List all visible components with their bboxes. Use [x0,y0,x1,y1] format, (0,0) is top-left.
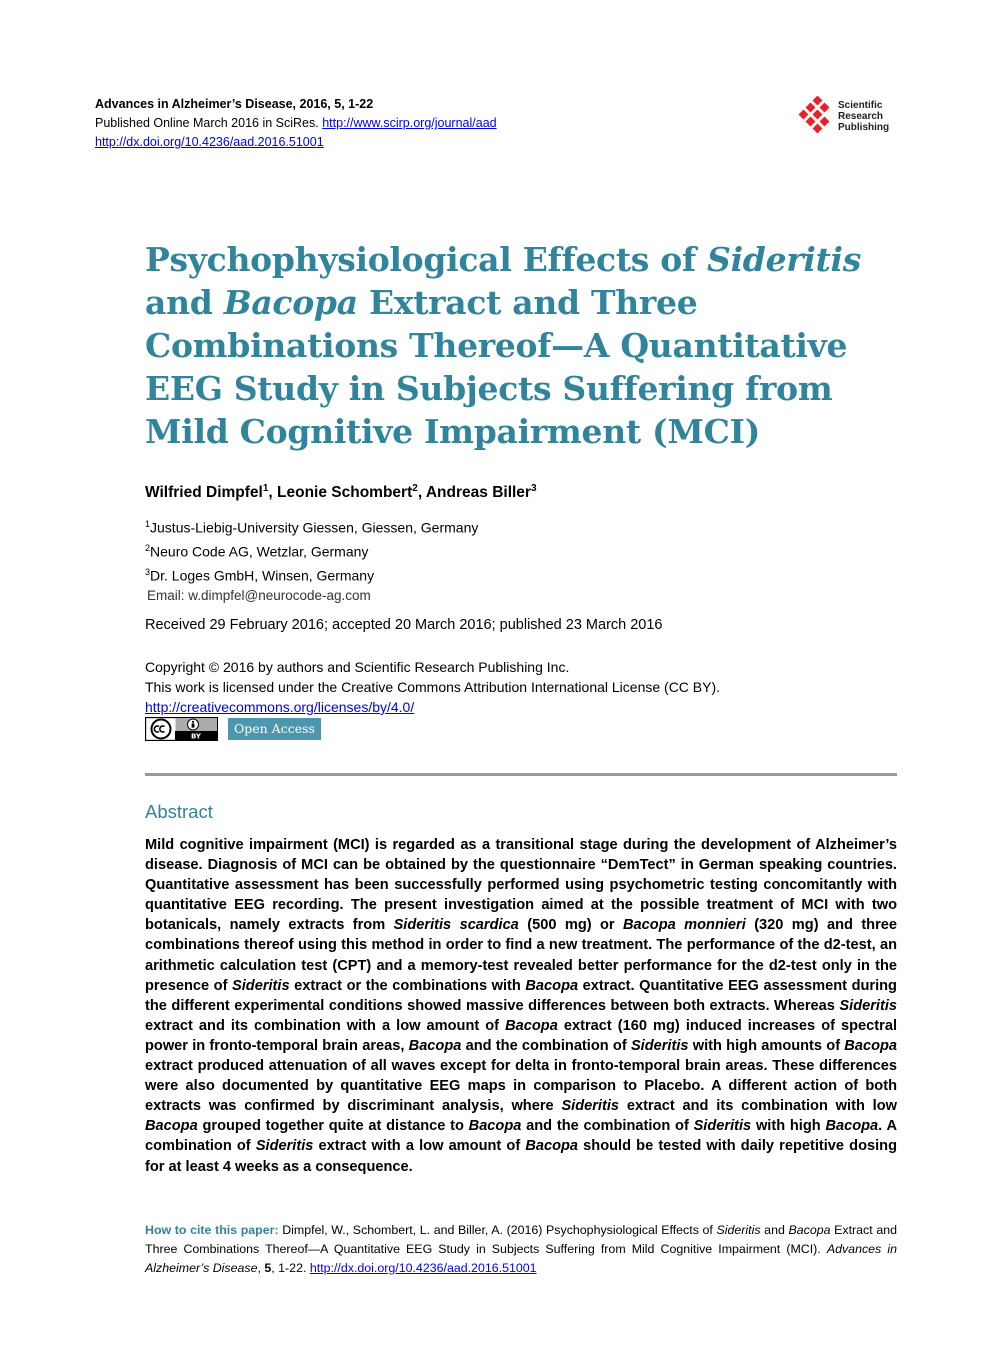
citation-text: Extract and Three Combinations Thereof—A Quantitative EEG Study in Subjects Suffering from Mild Cognitive Impairment (MCI). [145,1223,897,1256]
title-italic-sideritis: Sideritis [707,240,862,279]
author-affiliation-mark: 1 [262,483,269,494]
journal-header [95,95,595,152]
abstract-italic-term: Sideritis [255,1138,314,1155]
author-list [145,483,537,502]
author-name: Andreas Biller [425,484,531,502]
cc-by-badge[interactable] [145,717,218,741]
author-email: Email: w.dimpfel@neurocode-ag.com [147,588,371,604]
title-text: Psychophysiological Effects of [145,240,708,279]
abstract-italic-term: Bacopa [825,1118,879,1135]
citation-text: , [257,1261,265,1275]
abstract-italic-term: Bacopa [505,1017,558,1034]
abstract-text: extract. Quantitative EEG assessment during the different experimental conditions showed massive differences between both extracts. Whereas [145,977,897,1014]
journal-citation-line: Advances in Alzheimer’s Disease, 2016, 5, 1-22 [95,97,374,111]
scirp-diamonds-icon [798,96,836,138]
affiliation-text: Dr. Loges GmbH, Winsen, Germany [150,567,375,584]
abstract-text: Mild cognitive impairment (MCI) is regarded as a transitional stage during the development of Alzheimer’s disease. Diagnosis of MCI can be obtained by the questionnaire “DemTect” in German speaking countries. Quantitative assessment has been successfully performed using psychometric testing concomitantly with quantitative EEG recording. The present investigation aimed at the possible treatment of MCI with two botanicals, namely extracts from [145,837,897,934]
license-block [145,657,720,717]
affiliation-item [145,514,478,538]
abstract-italic-term: Sideritis scardica [393,917,519,934]
citation-doi-link[interactable]: http://dx.doi.org/10.4236/aad.2016.51001 [309,1261,537,1275]
affiliation-text: Justus-Liebig-University Giessen, Giessen, Germany [150,519,479,536]
citation-text: and [760,1223,789,1237]
author-separator: , [417,484,426,502]
abstract-text: extract and its combination with low [619,1098,897,1115]
author-name: Leonie Schombert [277,484,413,502]
abstract-text: extract (160 mg) induced increases of spectral power in fronto-temporal brain areas, [145,1017,897,1054]
abstract-text: extract produced attenuation of all waves except for delta in fronto-temporal brain areas. These differences were also documented by quantitative EEG maps in comparison to Placebo. A different action of both extracts was confirmed by discriminant analysis, where [145,1058,897,1115]
affiliation-item [145,562,478,586]
publisher-name-line: Scientific [838,100,883,111]
abstract-italic-term: Sideritis [839,997,897,1014]
abstract-text: and the combination of [461,1037,631,1054]
affiliation-number: 3 [145,567,151,578]
abstract-body [145,835,897,1177]
citation-italic: Sideritis [716,1223,761,1237]
title-italic-bacopa: Bacopa [223,283,358,322]
abstract-text: extract and its combination with a low amount of [145,1017,506,1034]
copyright-line: Copyright © 2016 by authors and Scientific Research Publishing Inc. [145,659,570,675]
title-text: and [145,283,224,322]
citation-journal: Advances in Alzheimer’s Disease [145,1242,897,1275]
publisher-name-line: Publishing [838,122,890,133]
abstract-text: with high [751,1118,826,1135]
citation-text: , 1-22. [271,1261,310,1275]
abstract-italic-term: Bacopa [408,1037,462,1054]
publisher-logo [798,96,908,138]
title-text: Extract and Three Combinations Thereof—A Quantitative EEG Study in Subjects Suffering from Mild Cognitive Impairment (MCI) [145,283,848,451]
how-to-cite-label: How to cite this paper: [145,1223,283,1237]
creative-commons-icon [145,717,218,741]
abstract-italic-term: Bacopa [468,1118,522,1135]
affiliation-item [145,538,478,562]
abstract-text: (320 mg) and three combinations thereof using this method in order to find a new treatment. The performance of the d2-test, an arithmetic calculation test (CPT) and a memory-test revealed better performance for the d2-test only in the presence of [145,917,898,994]
citation-volume: 5 [264,1261,272,1275]
published-online-text: Published Online March 2016 in SciRes. [95,116,323,130]
author-separator: , [268,484,278,502]
abstract-text: with high amounts of [688,1037,845,1054]
author-name: Wilfried Dimpfel [145,484,263,502]
section-divider [145,773,897,776]
author-affiliation-mark: 3 [530,483,537,494]
abstract-text: extract or the combinations with [289,977,526,994]
abstract-italic-term: Bacopa [145,1118,198,1135]
open-access-badge: Open Access [228,718,321,740]
journal-url-link[interactable]: http://www.scirp.org/journal/aad [322,116,497,130]
publication-dates: Received 29 February 2016; accepted 20 March 2016; published 23 March 2016 [145,617,663,633]
citation-italic: Bacopa [788,1223,831,1237]
abstract-italic-term: Bacopa [525,977,579,994]
license-url-link[interactable]: http://creativecommons.org/licenses/by/4.0/ [145,699,415,715]
abstract-text: and the combination of [521,1118,694,1135]
abstract-text: grouped together quite at distance to [197,1118,469,1135]
abstract-heading: Abstract [145,801,213,822]
published-online-line [95,114,595,133]
affiliation-number: 2 [145,543,151,554]
paper-title [145,238,905,453]
abstract-italic-term: Bacopa [844,1037,898,1054]
publisher-name-line: Research [838,111,884,122]
abstract-italic-term: Sideritis [232,977,290,994]
abstract-italic-term: Sideritis [693,1118,752,1135]
abstract-text: extract with a low amount of [313,1138,526,1155]
doi-link[interactable]: http://dx.doi.org/10.4236/aad.2016.51001 [95,135,324,149]
abstract-text: should be tested with daily repetitive dosing for at least 4 weeks as a consequence. [145,1138,897,1175]
abstract-italic-term: Sideritis [561,1098,620,1115]
affiliation-list [145,514,478,607]
affiliation-text: Neuro Code AG, Wetzlar, Germany [150,543,369,560]
license-statement: This work is licensed under the Creative Commons Attribution International License (CC BY). [145,679,721,695]
citation-text: Dimpfel, W., Schombert, L. and Biller, A. (2016) Psychophysiological Effects of [282,1223,717,1237]
abstract-italic-term: Bacopa monnieri [623,917,746,934]
affiliation-number: 1 [145,519,151,529]
abstract-text: . A combination of [145,1118,897,1155]
abstract-text: (500 mg) or [518,917,624,934]
cc-by-label: BY [190,732,202,741]
how-to-cite [145,1221,897,1278]
publisher-name [838,100,889,133]
author-affiliation-mark: 2 [412,483,418,494]
abstract-italic-term: Sideritis [630,1037,689,1054]
abstract-italic-term: Bacopa [525,1138,579,1155]
